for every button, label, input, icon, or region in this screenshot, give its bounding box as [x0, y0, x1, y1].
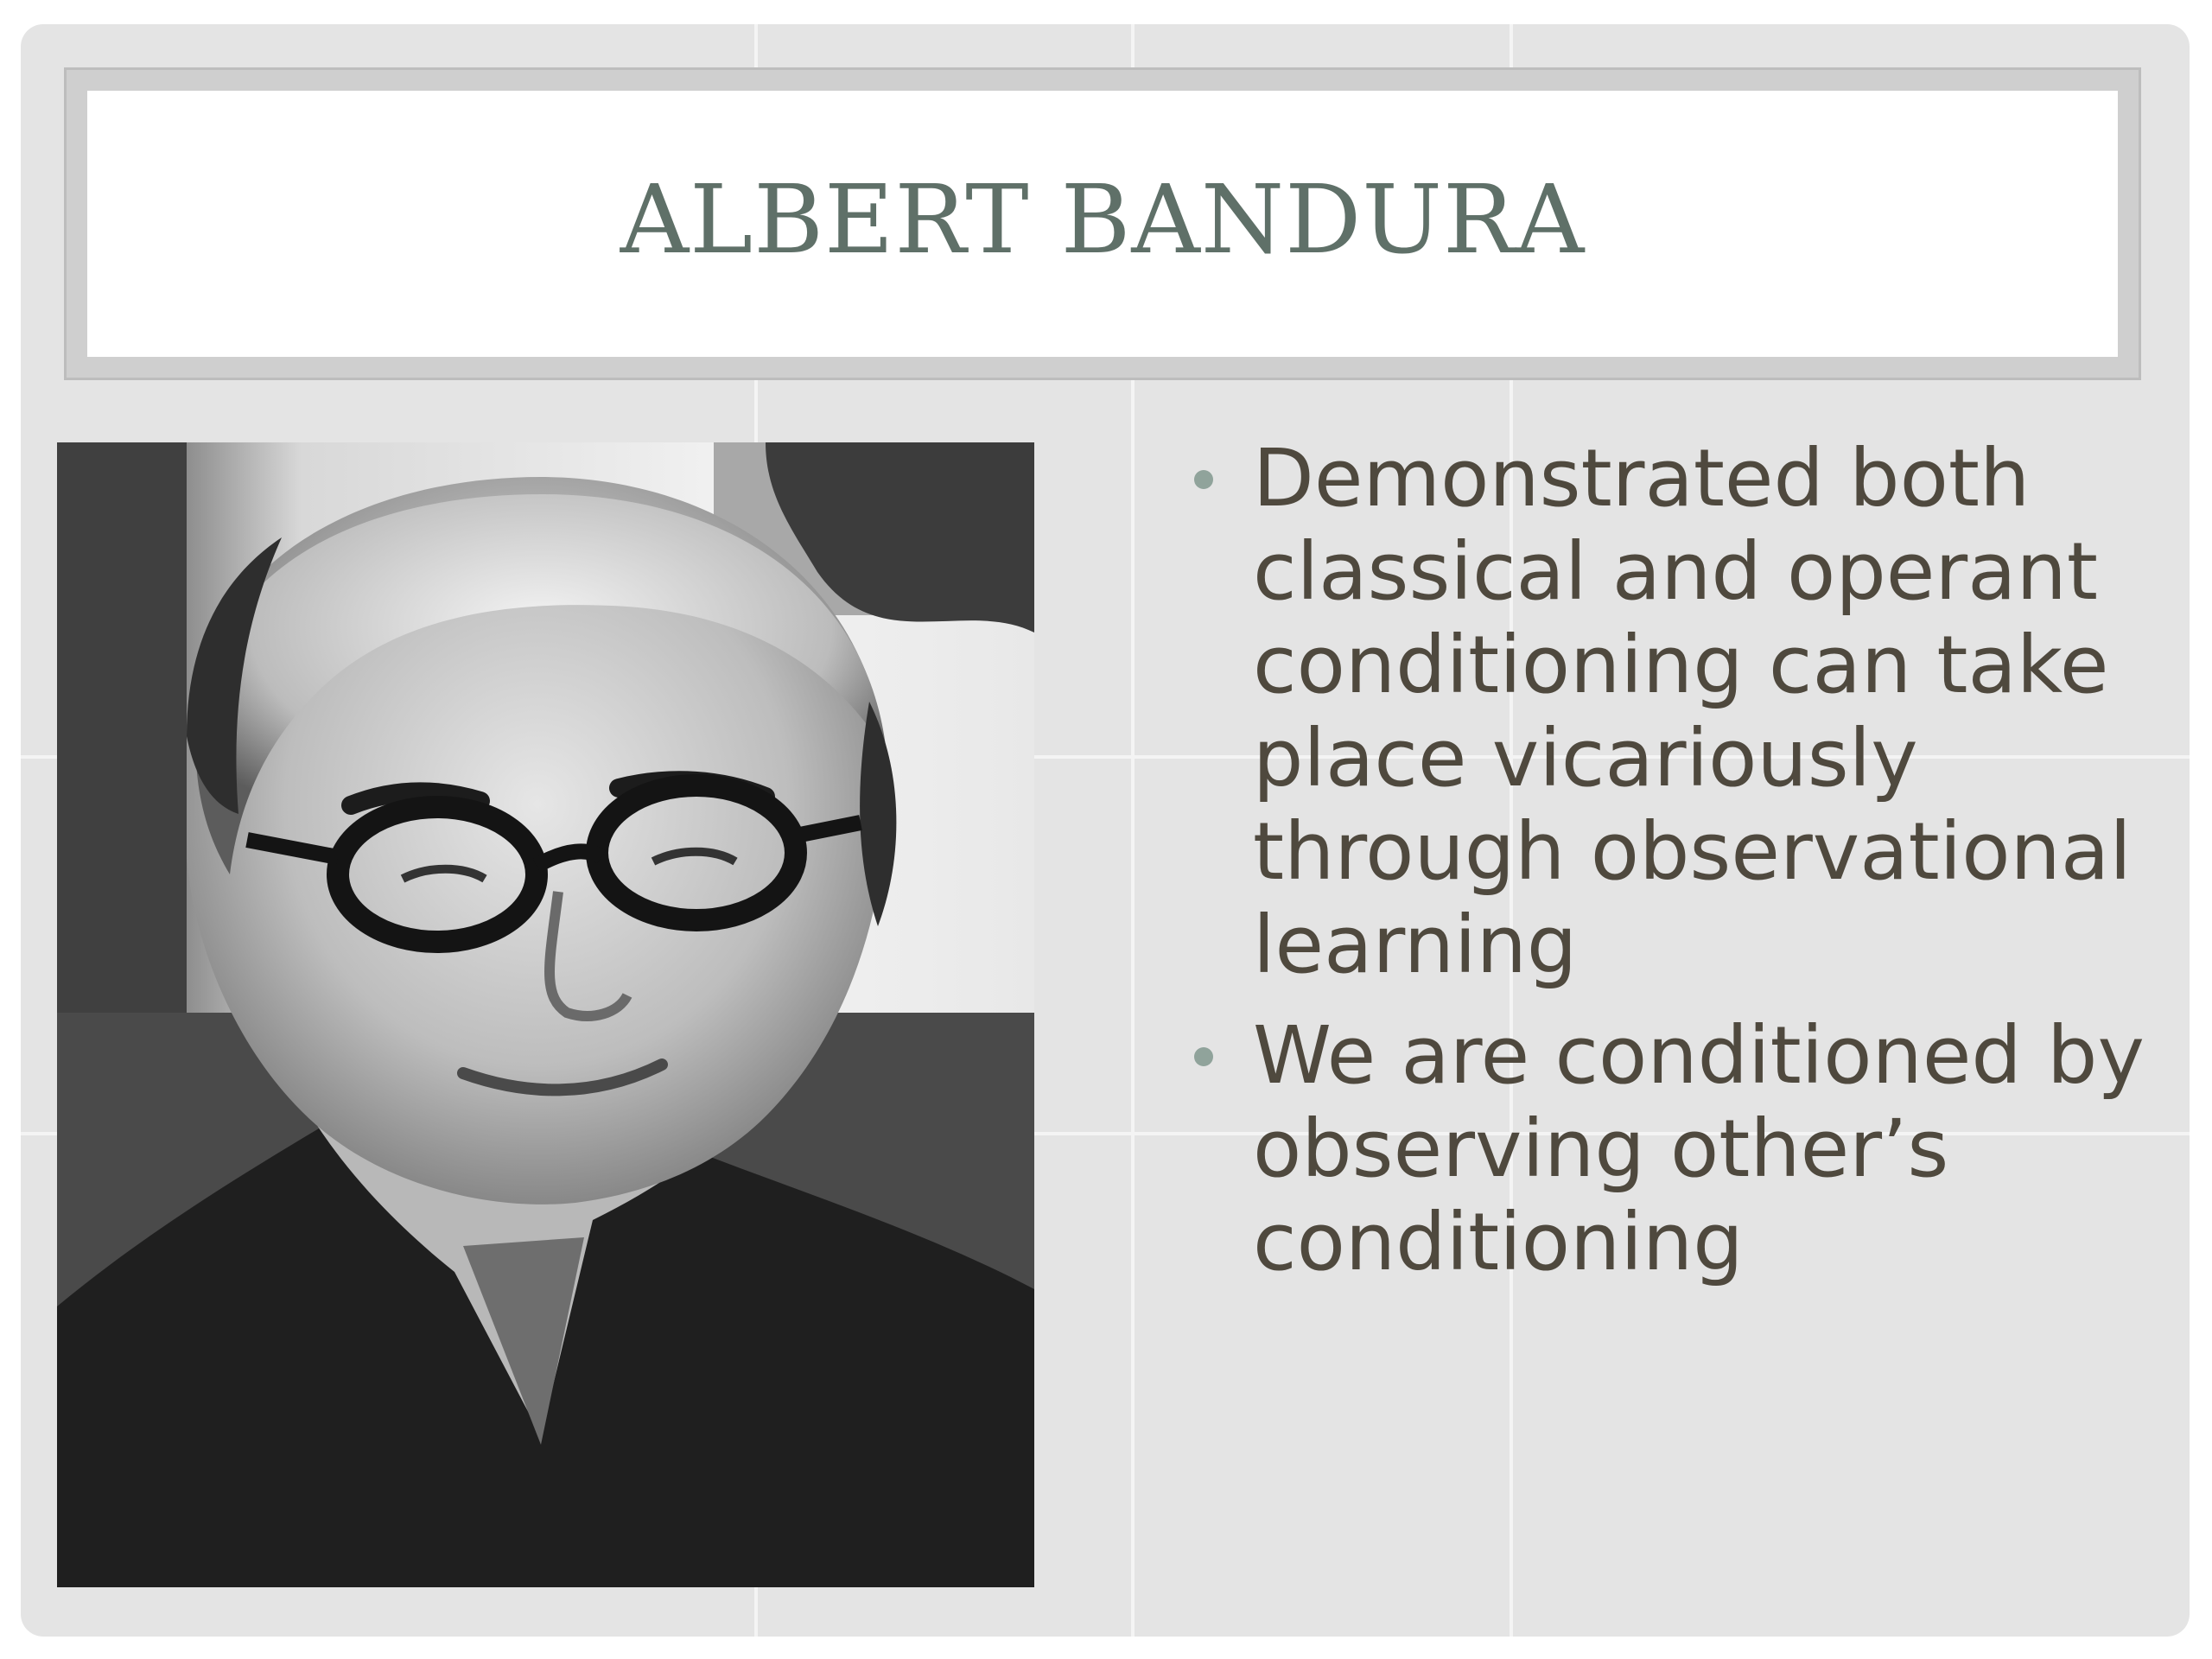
slide-title: ALBERT BANDURA	[620, 164, 1586, 275]
title-box	[87, 91, 2118, 357]
portrait-photo	[57, 442, 1034, 1587]
list-item	[1170, 432, 2172, 992]
bullet-icon	[1194, 470, 1213, 489]
bullet-text: We are conditioned by observing other’s conditioning	[1253, 1009, 2145, 1288]
slide	[21, 24, 2190, 1637]
bullet-icon	[1194, 1047, 1213, 1066]
bullet-text: Demonstrated both classical and operant conditioning can take place vicariously through observational learning	[1253, 432, 2132, 991]
title-frame	[64, 67, 2141, 380]
bullet-list	[1170, 432, 2172, 1306]
portrait-image	[57, 442, 1034, 1587]
list-item	[1170, 1009, 2172, 1289]
